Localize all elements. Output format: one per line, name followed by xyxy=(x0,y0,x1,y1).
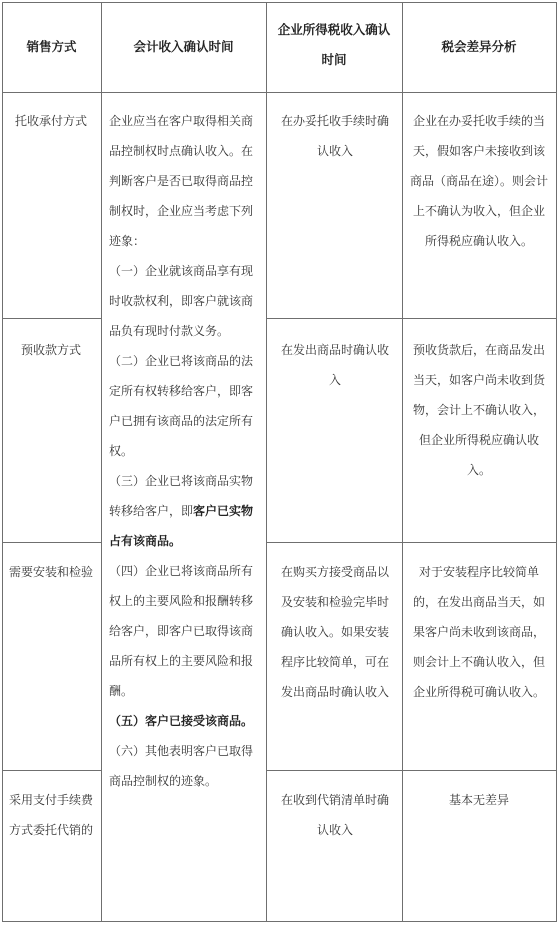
accounting-intro: 企业应当在客户取得相关商品控制权时点确认收入。在判断客户是否已取得商品控制权时，企业应当考虑下列迹象： xyxy=(109,114,254,248)
grid-line xyxy=(266,318,557,319)
grid-line xyxy=(2,92,557,93)
accounting-item: （六）其他表明客户已取得商品控制权的迹象。 xyxy=(109,744,254,788)
grid-line xyxy=(2,542,102,543)
grid-line xyxy=(402,2,403,922)
accounting-item-text: （三）企业已将该商品实物转移给客户，即 xyxy=(109,474,254,518)
grid-line xyxy=(2,318,102,319)
grid-line xyxy=(101,2,102,922)
accounting-item: （四）企业已将该商品所有权上的主要风险和报酬转移给客户，即客户已取得该商品所有权上的主要风险和报酬。 xyxy=(109,564,254,698)
difference-cell: 基本无差异 xyxy=(448,793,509,807)
accounting-item-emphasis: （五）客户已接受该商品。 xyxy=(109,714,254,728)
accounting-item: （一）企业就该商品享有现时收款权利，即客户就该商品负有现时付款义务。 xyxy=(109,264,254,338)
tax-cell: 在购买方接受商品以及安装和检验完毕时确认收入。如果安装程序比较简单，可在发出商品时确认收入 xyxy=(280,565,389,699)
header-accounting-time: 会计收入确认时间 xyxy=(133,39,234,54)
header-difference: 税会差异分析 xyxy=(441,39,517,54)
grid-line xyxy=(266,542,557,543)
grid-line xyxy=(266,770,557,771)
header-sales-method: 销售方式 xyxy=(26,39,77,54)
grid-line xyxy=(266,2,267,922)
grid-line xyxy=(2,921,557,922)
grid-line xyxy=(2,770,102,771)
accounting-item: （二）企业已将该商品的法定所有权转移给客户，即客户已拥有该商品的法定所有权。 xyxy=(109,354,254,458)
grid-line xyxy=(556,2,557,922)
difference-cell: 企业在办妥托收手续的当天，假如客户未接收到该商品（商品在途）。则会计上不确认为收入，但企业所得税应确认收入。 xyxy=(409,114,548,248)
method-cell: 需要安装和检验 xyxy=(8,565,93,579)
grid-line xyxy=(2,2,3,922)
accounting-recognition-text xyxy=(109,106,259,796)
grid-line xyxy=(2,2,557,3)
header-tax-time: 企业所得税收入确认时间 xyxy=(277,22,391,67)
accounting-item xyxy=(109,466,259,556)
method-cell: 托收承付方式 xyxy=(14,114,87,128)
tax-cell: 在办妥托收手续时确认收入 xyxy=(280,114,389,158)
method-cell: 采用支付手续费方式委托代销的 xyxy=(8,793,93,837)
method-cell: 预收款方式 xyxy=(20,343,81,357)
accounting-item-emphasis: 客户已实物占有该商品。 xyxy=(109,504,254,548)
difference-cell: 预收货款后，在商品发出当天，如客户尚未收到货物，会计上不确认收入，但企业所得税应确认收入。 xyxy=(412,343,545,477)
tax-cell: 在发出商品时确认收入 xyxy=(280,343,389,387)
tax-cell: 在收到代销清单时确认收入 xyxy=(280,793,389,837)
difference-cell: 对于安装程序比较简单的，在发出商品当天，如果客户尚未收到该商品，则会计上不确认收入，但企业所得税可确认收入。 xyxy=(412,565,545,699)
